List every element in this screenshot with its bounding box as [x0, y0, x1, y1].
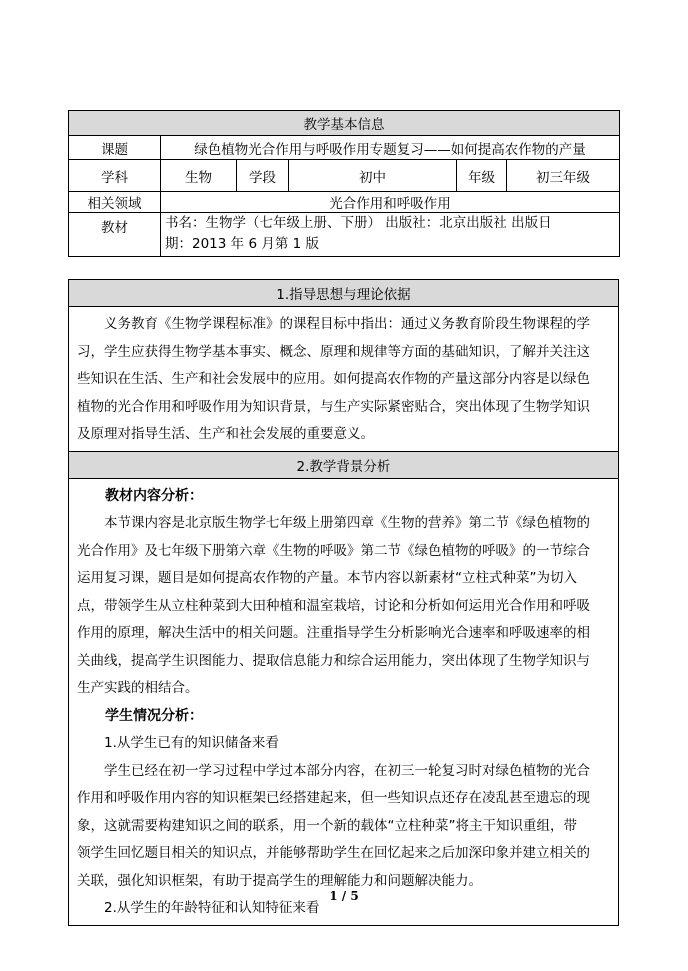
section2-header: 2.教学背景分析 — [69, 451, 619, 478]
section1-line: 些知识在生活、生产和社会发展中的应用。如何提高农作物的产量这部分内容是以绿色 — [77, 371, 590, 387]
point1-line: 学生已经在初一学习过程中学过本部分内容，在初三一轮复习时对绿色植物的光合 — [104, 762, 590, 779]
section1-body — [69, 307, 619, 452]
stage-label: 学段 — [237, 160, 289, 192]
lesson-analysis-table — [68, 279, 619, 926]
point1-line: 象，这就需要构建知识之间的联系，用一个新的载体“立柱种菜”将主干知识重组，带 — [77, 817, 577, 834]
material-line: 光合作用》及七年级下册第六章《生物的呼吸》第二节《绿色植物的呼吸》的一节综合 — [77, 542, 590, 559]
topic-value: 绿色植物光合作用与呼吸作用专题复习——如何提高农作物的产量 — [161, 136, 620, 160]
textbook-line-2: 期：2013 年 6 月第 1 版 — [165, 236, 319, 252]
section1-header: 1.指导思想与理论依据 — [69, 280, 619, 307]
material-analysis-title: 教材内容分析： — [105, 487, 203, 504]
field-label: 相关领域 — [69, 192, 161, 213]
material-line: 关曲线，提高学生识图能力、提取信息能力和综合运用能力，突出体现了生物学知识与 — [77, 652, 590, 669]
grade-label: 年级 — [457, 160, 507, 192]
textbook-value — [161, 213, 620, 257]
field-value: 光合作用和呼吸作用 — [161, 192, 620, 213]
subject-value: 生物 — [161, 160, 237, 192]
textbook-label: 教材 — [69, 213, 161, 257]
subject-label: 学科 — [69, 160, 161, 192]
basic-info-header: 教学基本信息 — [69, 111, 620, 136]
point1-line: 关联，强化知识框架，有助于提高学生的理解能力和问题解决能力。 — [77, 872, 482, 889]
grade-value: 初三年级 — [507, 160, 620, 192]
section2-body — [69, 478, 619, 925]
textbook-line-1: 书名：生物学（七年级上册、下册） 出版社：北京出版社 出版日 — [165, 215, 552, 231]
point1-heading: 1.从学生已有的知识储备来看 — [104, 735, 279, 751]
material-line: 作用的原理，解决生活中的相关问题。注重指导学生分析影响光合速率和呼吸速率的相 — [77, 625, 590, 641]
stage-value: 初中 — [289, 160, 457, 192]
topic-label: 课题 — [69, 136, 161, 160]
material-line: 运用复习课，题目是如何提高农作物的产量。本节内容以新素材“立柱式种菜”为切入 — [77, 570, 577, 586]
page-number: 1 / 5 — [329, 889, 359, 903]
point1-line: 作用和呼吸作用内容的知识框架已经搭建起来，但一些知识点还存在凌乱甚至遗忘的现 — [77, 790, 590, 806]
section1-line: 义务教育《生物学课程标准》的课程目标中指出：通过义务教育阶段生物课程的学 — [104, 316, 590, 332]
point2-heading: 2.从学生的年龄特征和认知特征来看 — [104, 900, 320, 916]
point1-line: 领学生回忆题目相关的知识点，并能够帮助学生在回忆起来之后加深印象并建立相关的 — [77, 845, 590, 861]
basic-info-table — [68, 110, 620, 257]
material-line: 点，带领学生从立柱种菜到大田种植和温室栽培，讨论和分析如何运用光合作用和呼吸 — [77, 597, 590, 614]
section1-line: 植物的光合作用和呼吸作用为知识背景，与生产实际紧密贴合，突出体现了生物学知识 — [77, 398, 590, 415]
material-line: 本节课内容是北京版生物学七年级上册第四章《生物的营养》第二节《绿色植物的 — [104, 515, 590, 531]
material-line: 生产实践的相结合。 — [77, 680, 199, 696]
student-analysis-title: 学生情况分析： — [105, 707, 203, 724]
section1-line: 及原理对指导生活、生产和社会发展的重要意义。 — [77, 426, 374, 442]
section1-line: 习，学生应获得生物学基本事实、概念、原理和规律等方面的基础知识，了解并关注这 — [77, 343, 590, 360]
